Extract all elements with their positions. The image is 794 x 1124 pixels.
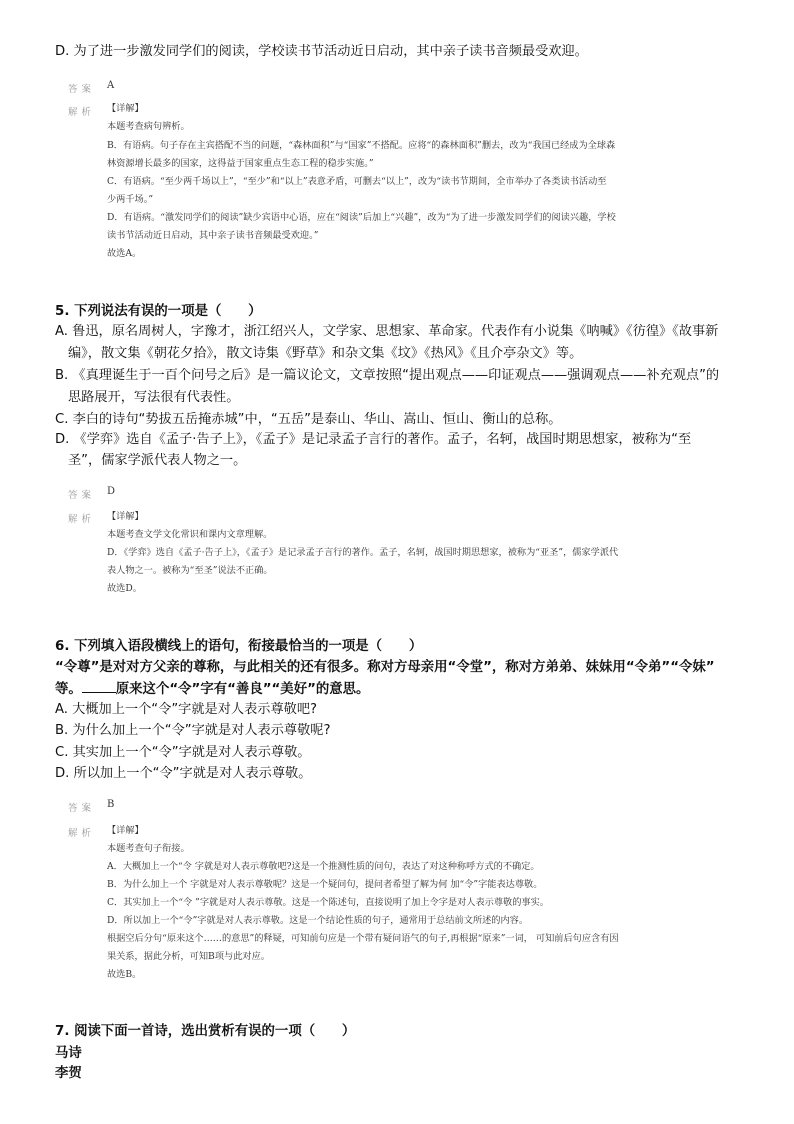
- q6-stem-end: 原来这个“令”字有“善良”“美好”的意思。: [115, 682, 370, 697]
- q5-answer: D: [107, 486, 116, 497]
- q5-option-d-cont: 圣”，儒家学派代表人物之一。: [68, 453, 247, 468]
- q5-analysis-line: 本题考查文学文化常识和课内文章理解。: [107, 529, 273, 540]
- q6-title: 6. 下列填入语段横线上的语句，衔接最恰当的一项是（ ）: [55, 639, 423, 654]
- q5-title: 5. 下列说法有误的一项是（ ）: [55, 304, 262, 319]
- q5-analysis-line: 故选D。: [107, 583, 142, 594]
- q6-option-a: A. 大概加上一个“令”字就是对人表示尊敬吧?: [55, 702, 318, 717]
- q4-analysis-line: B．有语病。句子存在主宾搭配不当的问题，“森林面积”与“国家”不搭配。应将“的森林面积”删去，改为“我国已经成为全球森: [107, 140, 616, 151]
- q6-answer: B: [107, 799, 115, 810]
- q5-option-b-cont: 思路展开，写法很有代表性。: [68, 390, 240, 405]
- q6-analysis-line: D．所以加上一个“令”字就是对人表示尊敬。这是一个结论性质的句子，通常用于总结前文所述的内容。: [107, 915, 529, 926]
- q6-option-c: C. 其实加上一个“令”字就是对人表示尊敬。: [55, 745, 311, 760]
- q6-analysis-line: 本题考查句子衔接。: [107, 843, 190, 854]
- q6-stem-start: 等。: [55, 682, 82, 697]
- q5-option-a-cont: 编》，散文集《朝花夕拾》，散文诗集《野草》和杂文集《坟》《热风》《且介亭杂文》等。: [68, 346, 583, 361]
- q6-analysis-line: 根据空后分句“原来这个……的意思”的释疑，可知前句应是一个带有疑问语气的句子,再根据“原来”一词， 可知前后句应含有因: [107, 933, 619, 944]
- q5-option-d: D. 《学弈》选自《孟子·告子上》，《孟子》是记录孟子言行的著作。孟子，名轲，战国时期思想家，被称为“至: [55, 432, 692, 447]
- q7-title: 7. 阅读下面一首诗，选出赏析有误的一项（ ）: [55, 1024, 356, 1039]
- q6-analysis-label: 解析: [68, 828, 96, 839]
- q4-analysis-line: C．有语病。“至少两千场以上”，“至少”和“以上”表意矛盾，可删去“以上”，改为“读书节期间，全市举办了各类读书活动至: [107, 176, 607, 187]
- q5-option-b: B. 《真理诞生于一百个问号之后》是一篇议论文，文章按照“提出观点——印证观点——强调观点——补充观点”的: [55, 368, 720, 383]
- q6-analysis-line: A．大概加上一个“令 字就是对人表示尊敬吧?这是一个推测性质的问句，表达了对这种称呼方式的不确定。: [107, 861, 540, 872]
- q7-author: 李贺: [55, 1066, 82, 1081]
- q6-analysis-line: 【详解】: [107, 825, 144, 836]
- q6-stem-line-2: [55, 678, 369, 697]
- q5-answer-label: 答案: [68, 490, 96, 501]
- q6-analysis-line: 果关系，据此分析，可知B项与此对应。: [107, 951, 270, 962]
- q6-stem-line-1: “令尊”是对对方父亲的尊称，与此相关的还有很多。称对方母亲用“令堂”，称对方弟弟、妹妹用“令弟”“令妹”: [55, 660, 715, 675]
- q6-analysis-line: C．其实加上一个“令 ”字就是对人表示尊敬。这是一个陈述句，直接说明了加上令字是对人表示尊敬的事实。: [107, 897, 549, 908]
- q6-answer-label: 答案: [68, 803, 96, 814]
- q4-analysis-line: 林资源增长最多的国家，这得益于国家重点生态工程的稳步实施。”: [107, 158, 374, 169]
- q4-analysis-line: 【详解】: [107, 103, 144, 114]
- q6-option-d: D. 所以加上一个“令”字就是对人表示尊敬。: [55, 766, 312, 781]
- q7-poem-title: 马诗: [55, 1046, 82, 1061]
- q6-analysis-line: B．为什么加上一个 字就是对人表示尊敬呢？这是一个疑问句，提问者希望了解为何 加“令”字能表达尊敬。: [107, 879, 543, 890]
- q4-option-d: D. 为了进一步激发同学们的阅读，学校读书节活动近日启动，其中亲子读书音频最受欢迎。: [55, 44, 588, 59]
- q5-option-c: C. 李白的诗句“势拔五岳掩赤城”中，“五岳”是泰山、华山、嵩山、恒山、衡山的总称。: [55, 412, 562, 427]
- q5-analysis-label: 解析: [68, 514, 96, 525]
- q4-analysis-label: 解析: [68, 107, 96, 118]
- q4-analysis-line: 本题考查病句辨析。: [107, 121, 190, 132]
- q4-analysis-line: 少两千场。”: [107, 194, 154, 205]
- q4-answer-label: 答案: [68, 84, 96, 95]
- q4-analysis-line: D．有语病。“激发同学们的阅读”缺少宾语中心语，应在“阅读”后加上“兴趣”，改为“为了进一步激发同学们的阅读兴趣，学校: [107, 212, 616, 223]
- q6-blank: [82, 680, 116, 693]
- q5-analysis-line: 【详解】: [107, 511, 144, 522]
- q4-analysis-line: 故选A。: [107, 248, 142, 259]
- q4-answer: A: [107, 80, 115, 91]
- q5-analysis-line: 表人物之一。被称为“至圣”说法不正确。: [107, 565, 273, 576]
- q5-analysis-line: D．《学弈》选自《孟子·告子上》，《孟子》是记录孟子言行的著作。孟子，名轲，战国时期思想家，被称为“亚圣”，儒家学派代: [107, 547, 619, 558]
- q4-analysis-line: 读书节活动近日启动，其中亲子读书音频最受欢迎。”: [107, 230, 319, 241]
- q6-option-b: B. 为什么加上一个“令”字就是对人表示尊敬呢?: [55, 723, 331, 738]
- q5-option-a: A. 鲁迅，原名周树人，字豫才，浙江绍兴人，文学家、思想家、革命家。代表作有小说集《呐喊》《彷徨》《故事新: [55, 324, 719, 339]
- q6-analysis-line: 故选B。: [107, 969, 142, 980]
